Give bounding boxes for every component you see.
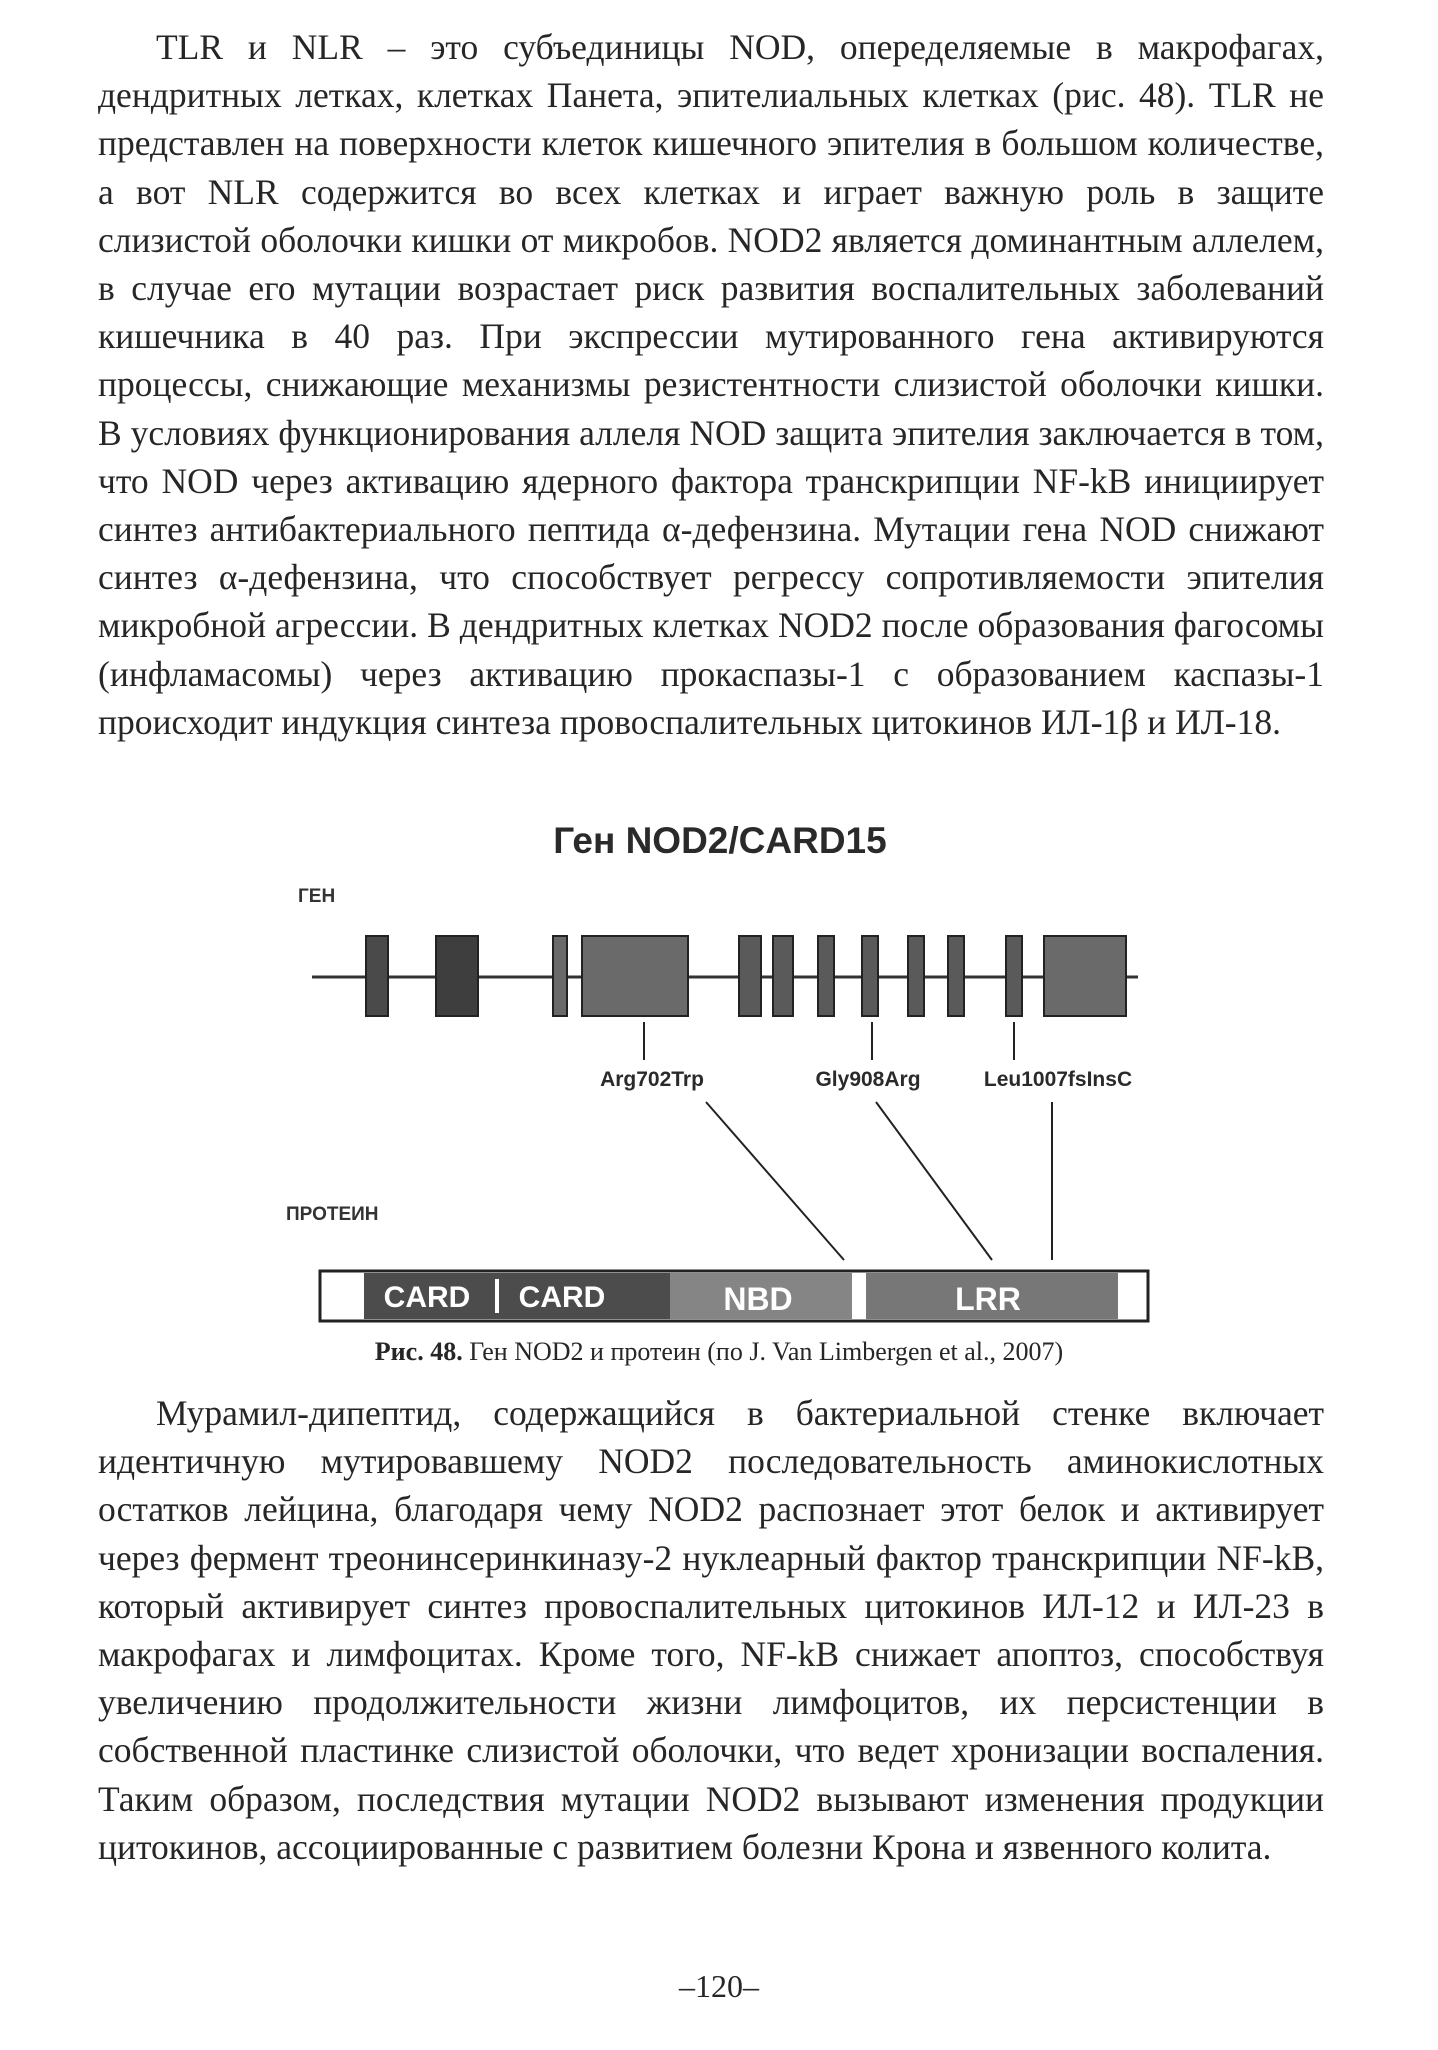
exon xyxy=(582,936,688,1016)
exon xyxy=(948,936,964,1016)
mutation-label-gly908arg: Gly908Arg xyxy=(815,1068,921,1091)
exon xyxy=(436,936,478,1016)
figure-title: Ген NOD2/CARD15 xyxy=(553,820,887,861)
exon xyxy=(1006,936,1022,1016)
mutation-ticks xyxy=(644,1022,1014,1060)
exon xyxy=(773,936,793,1016)
figure-caption xyxy=(0,1337,1438,1367)
exon xyxy=(908,936,924,1016)
exon xyxy=(1044,936,1126,1016)
figure-caption-text: Ген NOD2 и протеин (по J. Van Limbergen et al., 2007) xyxy=(462,1337,1064,1366)
gene-label: ГЕН xyxy=(298,886,336,907)
protein-label: ПРОТЕИН xyxy=(286,1204,379,1225)
exon xyxy=(862,936,878,1016)
domain-label-nbd: NBD xyxy=(723,1281,793,1317)
exon xyxy=(366,936,388,1016)
mutation-connectors xyxy=(706,1102,1052,1260)
exon xyxy=(818,936,834,1016)
figure-caption-number: Рис. 48. xyxy=(374,1337,463,1366)
body-paragraph-2: Мурамил-дипептид, содержащийся в бактериальной стенке включает идентичную мутировавшему NOD2 последовательность аминокислотных остатков лейцина, благодаря чему NOD2 распознает этот белок и активирует через фермент треонинсеринкиназу-2 нуклеарный фактор транскрипции NF-kB, который активирует синтез провоспалительных цитокинов ИЛ-12 и ИЛ-23 в макрофагах и лимфоцитах. Кроме того, NF-kB снижает апоптоз, способствуя увеличению продолжительности жизни лимфоцитов, их персистенции в собственной пластинке слизистой оболочки, что ведет хронизации воспаления. Таким образом, последствия мутации NOD2 вызывают изменения продукции цитокинов, ассоциированные с развитием болезни Крона и язвенного колита. xyxy=(98,1393,1324,1867)
domain-label-card-1: CARD xyxy=(383,1281,471,1314)
exon xyxy=(553,936,567,1016)
domain-label-lrr: LRR xyxy=(955,1281,1021,1317)
exon xyxy=(739,936,761,1016)
mutation-label-leu1007fsinsc: Leu1007fsInsC xyxy=(983,1068,1133,1091)
page-number: –120– xyxy=(679,1968,759,2004)
domain-label-card-2: CARD xyxy=(518,1281,606,1314)
body-paragraph-1: TLR и NLR – это субъединицы NOD, опеределяемые в макрофагах, дендритных летках, клетках Панета, эпителиальных клетках (рис. 48). TLR не представлен на поверхности клеток кишечного эпителия в большом количестве, а вот NLR содержится во всех клетках и играет важную роль в защите слизистой оболочки кишки от микробов. NOD2 является доминантным аллелем, в случае его мутации возрастает риск развития воспалительных заболеваний кишечника в 40 раз. При экспрессии мутированного гена активируются процессы, снижающие механизмы резистентности слизистой оболочки кишки. В условиях функционирования аллеля NOD защита эпителия заключается в том, что NOD через активацию ядерного фактора транскрипции NF-kB инициирует синтез антибактериального пептида α-дефензина. Мутации гена NOD снижают синтез α-дефензина, что способствует регрессу сопротивляемости эпителия микробной агрессии. В дендритных клетках NOD2 после образования фагосомы (инфламасомы) через активацию прокаспазы-1 с образованием каспазы-1 происходит индукция синтеза провоспалительных цитокинов ИЛ-1β и ИЛ-18. xyxy=(98,27,1324,742)
mutation-label-arg702trp: Arg702Trp xyxy=(600,1068,704,1091)
